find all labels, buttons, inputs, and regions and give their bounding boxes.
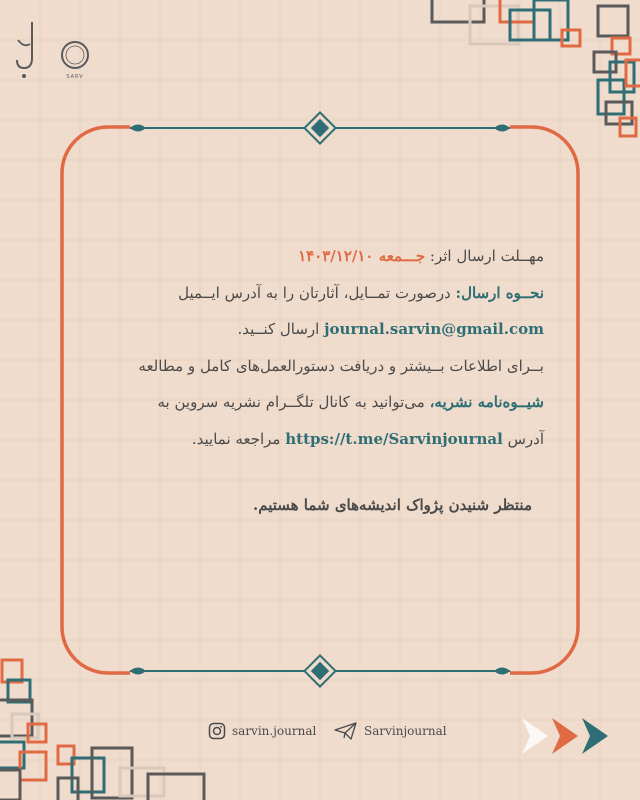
method-line xyxy=(92,275,544,312)
deadline-value: جـــمعه ۱۴۰۳/۱۲/۱۰ xyxy=(298,247,426,265)
circle-logo xyxy=(58,38,92,80)
email-link[interactable]: journal.sarvin@gmail.com xyxy=(324,320,544,338)
instagram-icon xyxy=(208,722,226,740)
info-text-2: می‌توانید به کانال تلگــرام نشریه سروین به xyxy=(157,393,425,411)
circle-logo-icon xyxy=(58,38,92,72)
submission-info xyxy=(92,238,544,457)
telegram-handle[interactable]: Sarvinjournal xyxy=(364,724,447,738)
telegram-icon xyxy=(334,722,358,740)
address-suffix: مراجعه نمایید. xyxy=(191,429,281,448)
triple-chevron-icon xyxy=(522,718,608,754)
closing-message: منتظر شنیدن پژواک اندیشه‌های شما هستیم. xyxy=(253,496,532,514)
circle-logo-caption: SARV xyxy=(66,74,84,80)
telegram-link[interactable]: https://t.me/Sarvinjournal xyxy=(285,429,503,448)
method-label: نحــوه ارسال: xyxy=(455,283,544,302)
calligraphy-logo-icon xyxy=(14,20,40,82)
top-right-squares xyxy=(432,0,640,136)
guide-label: شیــوه‌نامه نشریه، xyxy=(429,393,544,411)
address-prefix: آدرس xyxy=(507,429,544,448)
bottom-left-squares xyxy=(0,660,204,800)
deadline-line xyxy=(92,238,544,275)
info-line-1: بــرای اطلاعات بــیشتر و دریافت دستورالعمل‌های کامل و مطالعه xyxy=(138,356,544,375)
instagram-handle-group[interactable] xyxy=(208,722,316,740)
email-suffix: ارسال کنــید. xyxy=(237,320,320,338)
info-line-2 xyxy=(92,384,544,421)
email-line xyxy=(92,311,544,348)
method-text: درصورت تمــایل، آثارتان را به آدرس ایــمیل xyxy=(178,283,451,302)
deadline-label: مهــلت ارسال اثر: xyxy=(429,247,544,265)
instagram-handle[interactable]: sarvin.journal xyxy=(232,724,317,738)
telegram-handle-group[interactable] xyxy=(334,722,447,740)
address-line xyxy=(92,421,544,458)
